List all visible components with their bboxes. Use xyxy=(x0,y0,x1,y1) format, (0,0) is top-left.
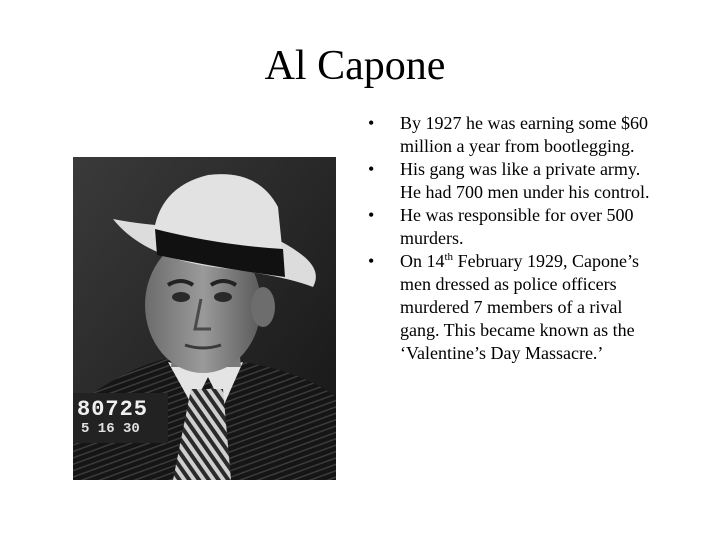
bullet-dot-icon: • xyxy=(368,113,375,133)
ordinal-suffix: th xyxy=(444,251,454,263)
bullet-dot-icon: • xyxy=(368,251,375,271)
slide-title: Al Capone xyxy=(264,43,446,89)
bullet-item xyxy=(365,112,665,158)
bullet-text: His gang was like a private army. He had 700 men under his control. xyxy=(400,159,650,202)
bullet-list xyxy=(365,112,665,365)
bullet-item xyxy=(365,204,665,250)
capone-portrait-photo xyxy=(73,157,336,480)
bullet-text-start: On 14 xyxy=(400,251,445,271)
bullet-text: By 1927 he was earning some $60 million a year from bootlegging. xyxy=(400,113,648,156)
bullet-text-rest: February 1929, Capone’s men dressed as police officers murdered 7 members of a rival gang. This became known as the ‘Valentine’s Day Massacre.’ xyxy=(400,251,640,363)
bullet-dot-icon: • xyxy=(368,159,375,179)
bullet-dot-icon: • xyxy=(368,205,375,225)
booking-number-text: 80725 xyxy=(77,397,149,422)
bullet-text xyxy=(400,251,639,363)
bullet-item xyxy=(365,158,665,204)
bullet-item xyxy=(365,250,665,365)
booking-date-text: 5 16 30 xyxy=(81,421,140,437)
bullet-text: He was responsible for over 500 murders. xyxy=(400,205,634,248)
